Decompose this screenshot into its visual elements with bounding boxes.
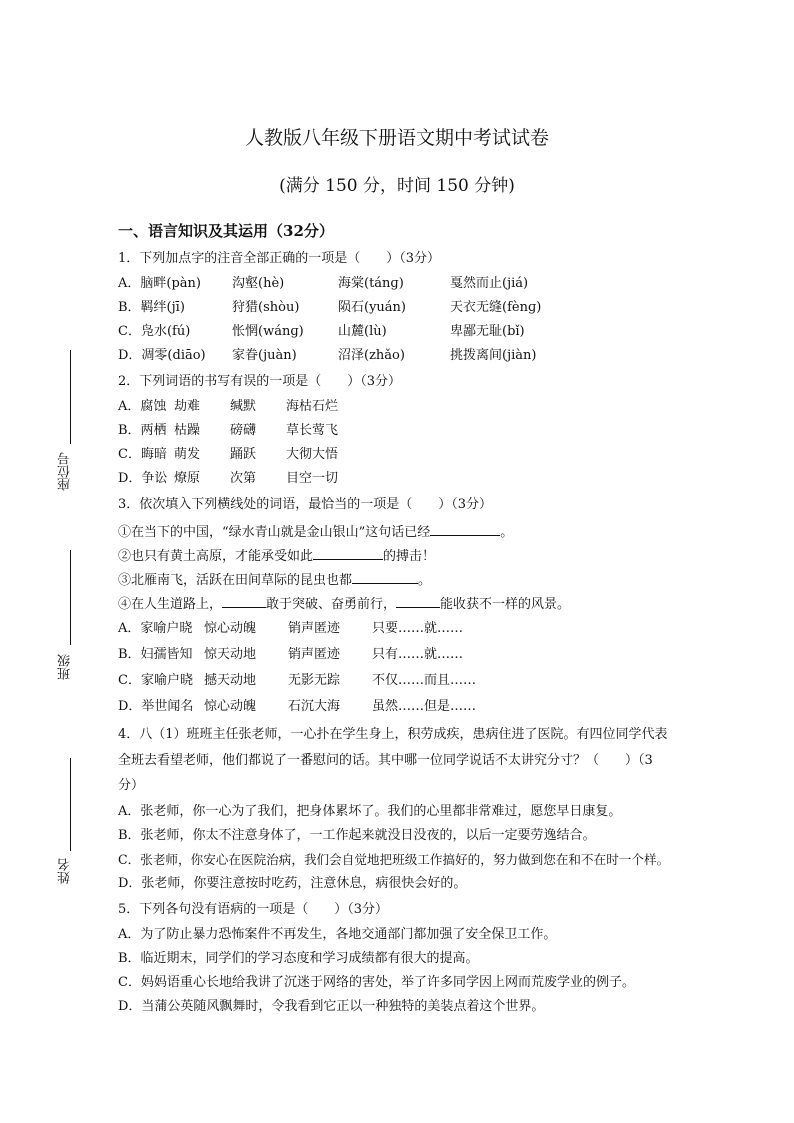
q1-option-a xyxy=(118,276,528,292)
q1-stem: 1．下列加点字的注音全部正确的一项是（ ）（3分） xyxy=(118,251,441,266)
option-item: 不仅……而且…… xyxy=(372,673,477,688)
q3-option-a xyxy=(118,621,463,637)
option-item: 只有……就…… xyxy=(372,647,464,662)
q2-option-c xyxy=(118,447,338,463)
option-item: 劫难 xyxy=(174,399,201,414)
q4-option-b: B．张老师，你太不注意身体了，一工作起来就没日没夜的，以后一定要劳逸结合。 xyxy=(118,828,596,843)
q5-option-c: C．妈妈语重心长地给我讲了沉迷于网络的害处，举了许多同学因上网而荒废学业的例子。 xyxy=(118,975,635,990)
q1-option-b xyxy=(118,300,541,316)
q4-stem-line-2: 全班去看望老师，他们都说了一番慰问的话。其中哪一位同学说话不太讲究分寸？（ ）（3 xyxy=(118,753,653,768)
sentence-text: ①在当下的中国，“绿水青山就是金山银山”这句话已经 xyxy=(118,525,431,540)
option-item: 踊跃 xyxy=(230,447,257,462)
q4-option-c: C．张老师，你安心在医院治病，我们会自觉地把班级工作搞好的，努力做到您在和不在时一个样。 xyxy=(118,852,670,867)
answer-blank[interactable] xyxy=(222,594,266,608)
name-line[interactable] xyxy=(70,758,71,851)
sentence-text: ②也只有黄土高原，才能承受如此 xyxy=(118,549,314,564)
option-item: 惊心动魄 xyxy=(204,699,257,714)
sentence-text: ③北雁南飞，活跃在田间草际的昆虫也都 xyxy=(118,573,353,588)
option-item: 石沉大海 xyxy=(288,699,341,714)
q4-stem-line-3: 分） xyxy=(118,778,145,793)
seat-number-line[interactable] xyxy=(70,350,71,444)
option-item: 挑拨离间(jiàn) xyxy=(450,348,537,363)
q2-option-d xyxy=(118,471,338,487)
option-item: 陨石(yuán) xyxy=(338,300,406,315)
q4-option-a: A．张老师，你一心为了我们，把身体累坏了。我们的心里都非常难过，愿您早日康复。 xyxy=(118,804,622,819)
sentence-text: 能收获不一样的风景。 xyxy=(440,597,571,612)
exam-subtitle: (满分 150 分，时间 150 分钟) xyxy=(279,176,515,196)
option-item: 销声匿迹 xyxy=(288,621,341,636)
q5-stem: 5．下列各句没有语病的一项是（ ）（3分） xyxy=(118,902,389,917)
sentence-text: ④在人生道路上， xyxy=(118,597,223,612)
option-item: 磅礴 xyxy=(230,423,257,438)
option-item: 无影无踪 xyxy=(288,673,341,688)
option-item: 戛然而止(jiá) xyxy=(450,276,529,291)
option-item: 沼泽(zhǎo) xyxy=(338,348,405,363)
q4-stem-line-1: 4．八（1）班班主任张老师，一心扑在学生身上，积劳成疾，患病住进了医院。有四位同学代表 xyxy=(118,727,668,742)
option-item: 撼天动地 xyxy=(204,673,257,688)
option-item: 虽然……但是…… xyxy=(372,699,477,714)
option-item: C．晦暗 xyxy=(118,447,167,462)
option-item: 卑鄙无耻(bǐ) xyxy=(450,324,525,339)
q2-option-a xyxy=(118,399,338,415)
answer-blank[interactable] xyxy=(313,546,383,560)
q4-option-d: D．张老师，你要注意按时吃药，注意休息，病很快会好的。 xyxy=(118,876,467,891)
section-heading: 一、语言知识及其运用（32分） xyxy=(118,222,334,240)
q3-stem: 3．依次填入下列横线处的词语，最恰当的一项是（ ）（3分） xyxy=(118,497,493,512)
q3-sentence-3 xyxy=(118,570,431,589)
q3-option-d xyxy=(118,699,476,715)
option-item: 天衣无缝(fènɡ) xyxy=(450,300,542,315)
option-item: A．腐蚀 xyxy=(118,399,167,414)
sentence-text: 。 xyxy=(418,573,432,588)
option-item: D．举世闻名 xyxy=(118,699,194,714)
option-item: 怅惘(wánɡ) xyxy=(232,324,304,339)
name-label: 姓名 xyxy=(58,858,73,884)
exam-title: 人教版八年级下册语文期中考试试卷 xyxy=(244,127,549,149)
q5-option-d: D．当蒲公英随风飘舞时，令我看到它正以一种独特的美装点着这个世界。 xyxy=(118,999,545,1014)
q3-option-c xyxy=(118,673,476,689)
option-item: B．妇孺皆知 xyxy=(118,647,193,662)
sentence-text: 敢于突破、奋勇前行， xyxy=(266,597,397,612)
option-item: 草长莺飞 xyxy=(286,423,339,438)
option-item: C．家喻户晓 xyxy=(118,673,193,688)
option-item: 惊心动魄 xyxy=(204,621,257,636)
q2-stem: 2．下列词语的书写有误的一项是（ ）（3分） xyxy=(118,374,402,389)
q3-sentence-1 xyxy=(118,522,513,541)
q3-sentence-2 xyxy=(118,546,435,565)
q2-option-b xyxy=(118,423,338,439)
option-item: D．争讼 xyxy=(118,471,168,486)
class-label: 班级 xyxy=(58,654,73,680)
option-item: 次第 xyxy=(230,471,257,486)
option-item: 燎原 xyxy=(174,471,201,486)
option-item: 沟壑(hè) xyxy=(232,276,285,291)
option-item: 海棠(tánɡ) xyxy=(338,276,404,291)
option-item: D．凋零(diāo) xyxy=(118,348,206,363)
seat-number-label: 座位号 xyxy=(58,452,73,491)
q1-option-d xyxy=(118,348,536,364)
answer-blank[interactable] xyxy=(352,570,418,584)
option-item: A．脑畔(pàn) xyxy=(118,276,201,291)
q5-option-b: B．临近期末，同学们的学习态度和学习成绩都有很大的提高。 xyxy=(118,951,479,966)
q3-sentence-4 xyxy=(118,594,570,613)
option-item: 海枯石烂 xyxy=(286,399,339,414)
q1-option-c xyxy=(118,324,525,340)
q3-option-b xyxy=(118,647,463,663)
option-item: 目空一切 xyxy=(286,471,339,486)
sentence-text: 。 xyxy=(500,525,514,540)
answer-blank[interactable] xyxy=(396,594,440,608)
option-item: 萌发 xyxy=(174,447,201,462)
option-item: B．羁绊(jī) xyxy=(118,300,185,315)
option-item: B．两栖 xyxy=(118,423,167,438)
option-item: C．凫水(fú) xyxy=(118,324,191,339)
option-item: 缄默 xyxy=(230,399,257,414)
option-item: 只要……就…… xyxy=(372,621,464,636)
option-item: A．家喻户晓 xyxy=(118,621,193,636)
option-item: 大彻大悟 xyxy=(286,447,339,462)
option-item: 枯躁 xyxy=(174,423,201,438)
option-item: 销声匿迹 xyxy=(288,647,341,662)
answer-blank[interactable] xyxy=(430,522,500,536)
class-line[interactable] xyxy=(70,550,71,645)
option-item: 家眷(juàn) xyxy=(232,348,297,363)
option-item: 山麓(lù) xyxy=(338,324,387,339)
sentence-text: 的搏击！ xyxy=(383,549,436,564)
q5-option-a: A．为了防止暴力恐怖案件不再发生，各地交通部门都加强了安全保卫工作。 xyxy=(118,927,557,942)
option-item: 惊天动地 xyxy=(204,647,257,662)
option-item: 狩猎(shòu) xyxy=(232,300,300,315)
